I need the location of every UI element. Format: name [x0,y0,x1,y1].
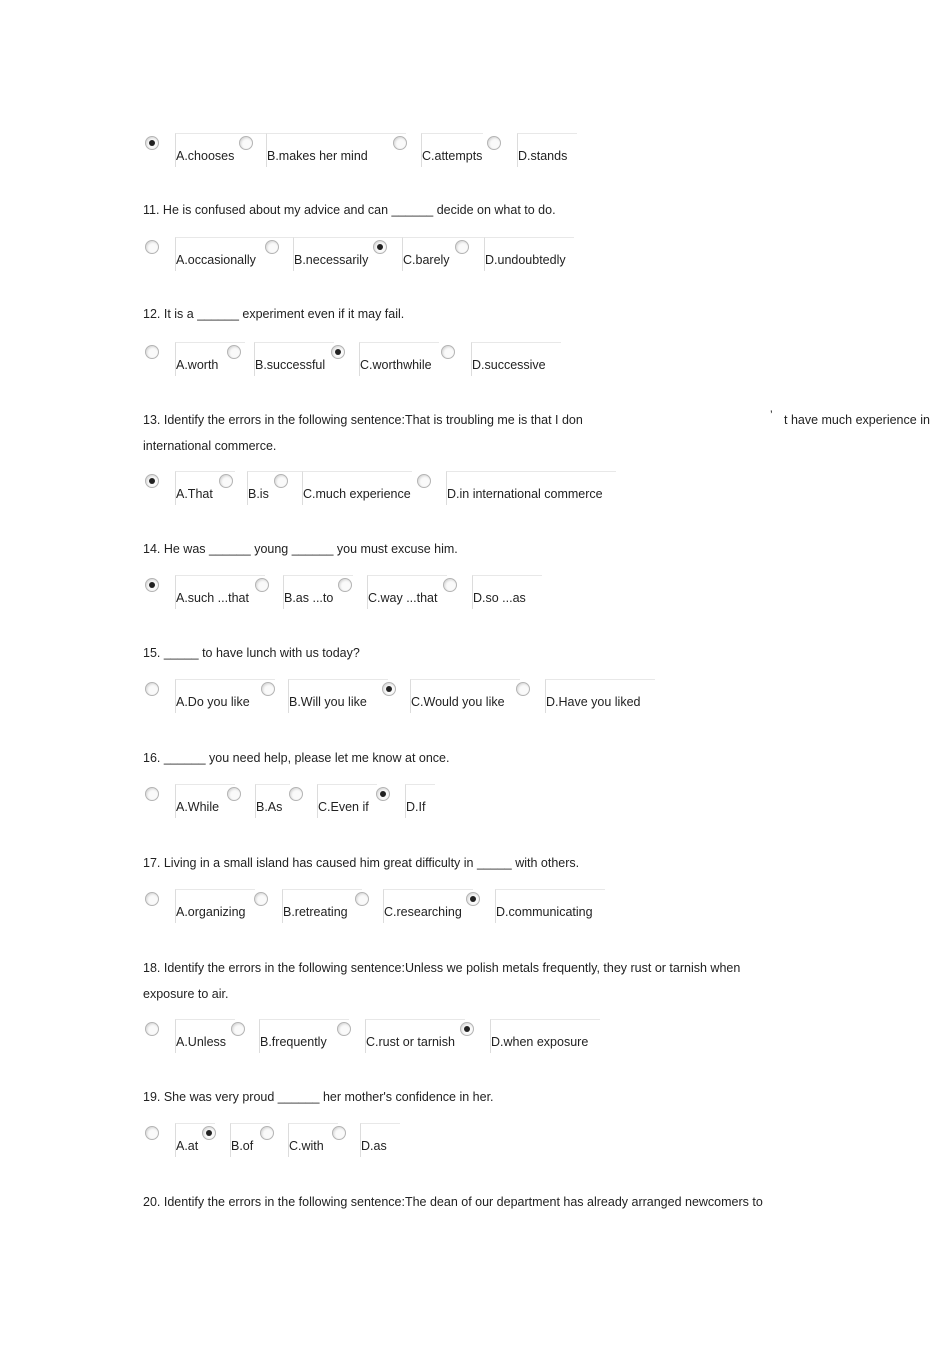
option-label-q10-b: B.makes her mind [267,149,368,163]
option-label-q14-a: A.such ...that [176,591,249,605]
radio-q15-a[interactable] [145,682,159,696]
radio-q18-d[interactable] [460,1022,474,1036]
radio-q19-c[interactable] [260,1126,274,1140]
radio-q13-a[interactable] [145,474,159,488]
option-label-q12-b: B.successful [255,358,326,372]
question-18-text-line2: exposure to air. [143,987,229,1001]
option-label-q13-b: B.is [248,487,269,501]
option-label-q19-d: D.as [361,1139,387,1153]
question-17-text: 17. Living in a small island has caused him great difficulty in _____ with others. [143,856,580,870]
option-label-q14-d: D.so ...as [473,591,526,605]
option-label-q14-b: B.as ...to [284,591,334,605]
radio-q11-c[interactable] [373,240,387,254]
radio-q19-d[interactable] [332,1126,346,1140]
option-label-q18-d: D.when exposure [491,1035,589,1049]
radio-q10-d[interactable] [487,136,501,150]
question-19-text: 19. She was very proud ______ her mother's confidence in her. [143,1090,494,1104]
question-13-text: 13. Identify the errors in the following sentence:That is troubling me is that I don [143,413,583,427]
options-q19 [143,1126,943,1160]
options-q10 [143,136,943,170]
radio-q12-c[interactable] [331,345,345,359]
radio-q16-b[interactable] [227,787,241,801]
options-q15 [143,682,943,716]
radio-q15-b[interactable] [261,682,275,696]
radio-q14-b[interactable] [255,578,269,592]
radio-q11-b[interactable] [265,240,279,254]
radio-q13-d[interactable] [417,474,431,488]
options-q14 [143,578,943,612]
radio-q16-c[interactable] [289,787,303,801]
radio-q17-a[interactable] [145,892,159,906]
radio-q12-b[interactable] [227,345,241,359]
option-label-q15-d: D.Have you liked [546,695,641,709]
option-label-q16-a: A.While [176,800,220,814]
option-label-q19-b: B.of [231,1139,254,1153]
option-label-q11-c: C.barely [403,253,450,267]
option-label-q10-a: A.chooses [176,149,235,163]
option-label-q16-c: C.Even if [318,800,369,814]
options-q11 [143,240,943,274]
option-label-q15-a: A.Do you like [176,695,250,709]
options-q16 [143,787,943,821]
option-label-q13-d: D.in international commerce [447,487,603,501]
options-q13 [143,474,943,508]
radio-q10-b[interactable] [239,136,253,150]
option-label-q13-c: C.much experience [303,487,411,501]
radio-q15-c[interactable] [382,682,396,696]
option-label-q12-c: C.worthwhile [360,358,432,372]
question-11-text: 11. He is confused about my advice and can ______ decide on what to do. [143,203,556,217]
radio-q19-a[interactable] [145,1126,159,1140]
option-label-q10-c: C.attempts [422,149,483,163]
option-label-q17-c: C.researching [384,905,462,919]
radio-q17-d[interactable] [466,892,480,906]
radio-q14-c[interactable] [338,578,352,592]
option-label-q12-a: A.worth [176,358,219,372]
question-13-text-tail: t have much experience in [784,413,930,427]
option-label-q15-b: B.Will you like [289,695,367,709]
option-label-q16-b: B.As [256,800,283,814]
radio-q18-a[interactable] [145,1022,159,1036]
radio-q16-a[interactable] [145,787,159,801]
option-label-q19-a: A.at [176,1139,199,1153]
radio-q11-a[interactable] [145,240,159,254]
question-15-text: 15. _____ to have lunch with us today? [143,646,360,660]
radio-q14-a[interactable] [145,578,159,592]
option-label-q16-d: D.If [406,800,426,814]
option-label-q10-d: D.stands [518,149,568,163]
radio-q13-b[interactable] [219,474,233,488]
option-label-q17-a: A.organizing [176,905,246,919]
option-label-q18-a: A.Unless [176,1035,227,1049]
option-label-q19-c: C.with [289,1139,324,1153]
radio-q15-d[interactable] [516,682,530,696]
question-20-text: 20. Identify the errors in the following sentence:The dean of our department has already arranged newcomers to [143,1195,763,1209]
radio-q13-c[interactable] [274,474,288,488]
radio-q10-c[interactable] [393,136,407,150]
options-q18 [143,1022,943,1056]
radio-q19-b[interactable] [202,1126,216,1140]
question-18-text: 18. Identify the errors in the following sentence:Unless we polish metals frequently, they rust or tarnish when [143,961,741,975]
option-label-q17-b: B.retreating [283,905,348,919]
radio-q16-d[interactable] [376,787,390,801]
option-label-q17-d: D.communicating [496,905,593,919]
radio-q11-d[interactable] [455,240,469,254]
option-label-q11-d: D.undoubtedly [485,253,566,267]
options-q17 [143,892,943,926]
radio-q17-c[interactable] [355,892,369,906]
radio-q17-b[interactable] [254,892,268,906]
radio-q18-c[interactable] [337,1022,351,1036]
option-label-q18-c: C.rust or tarnish [366,1035,455,1049]
question-16-text: 16. ______ you need help, please let me know at once. [143,751,450,765]
radio-q18-b[interactable] [231,1022,245,1036]
option-label-q11-a: A.occasionally [176,253,256,267]
radio-q14-d[interactable] [443,578,457,592]
question-12-text: 12. It is a ______ experiment even if it may fail. [143,307,405,321]
option-label-q13-a: A.That [176,487,213,501]
options-q12 [143,345,943,379]
option-label-q12-d: D.successive [472,358,546,372]
radio-q12-d[interactable] [441,345,455,359]
question-13-apostrophe: ’ [770,408,773,422]
option-label-q11-b: B.necessarily [294,253,369,267]
radio-q10-a[interactable] [145,136,159,150]
option-label-q18-b: B.frequently [260,1035,327,1049]
option-label-q14-c: C.way ...that [368,591,438,605]
radio-q12-a[interactable] [145,345,159,359]
option-label-q15-c: C.Would you like [411,695,505,709]
question-13-text-line2: international commerce. [143,439,277,453]
question-14-text: 14. He was ______ young ______ you must excuse him. [143,542,458,556]
